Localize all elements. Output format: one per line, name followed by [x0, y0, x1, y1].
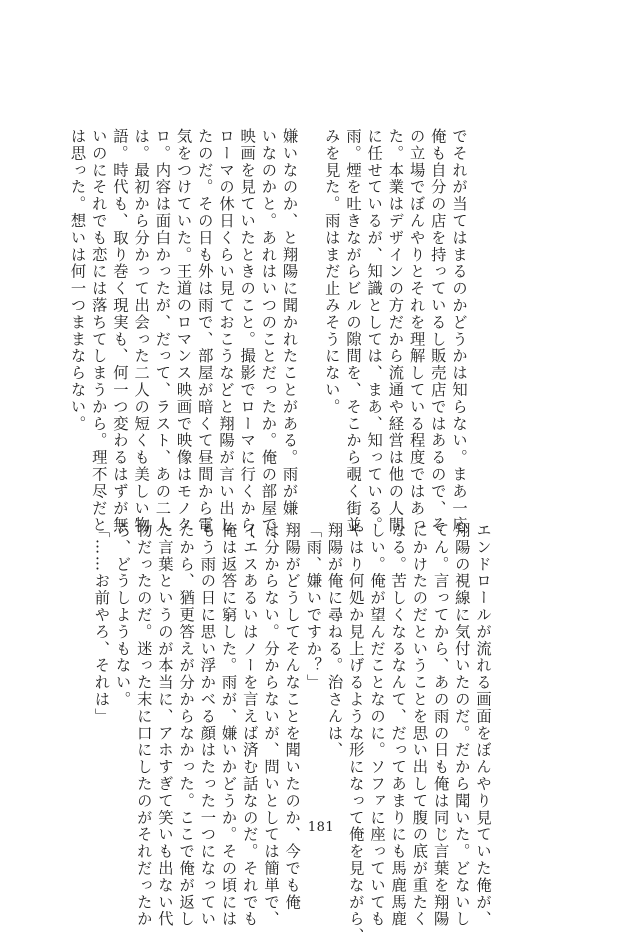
text-line: ローマの休日くらい見ておこうなどと翔陽が言い出し: [216, 128, 235, 534]
text-line: みを見た。雨はまだ止みそうにない。: [322, 128, 341, 416]
paragraph: [302, 522, 323, 902]
text-line: イエスあるいはノーを言えば済む話なのだ。それでも: [240, 522, 259, 928]
text-line: たのだ。その日も外は雨で、部屋が暗くて昼間から電: [195, 128, 214, 534]
paragraph: [323, 522, 493, 945]
paragraph: [90, 522, 111, 902]
text-line: たから、猶更答えが分からなかった。ここで俺が返し: [177, 522, 196, 928]
text-line: た。本業はデザインの方だから流通や経営は他の人間: [386, 128, 405, 534]
text-line: 嫌いなのか、と翔陽に聞かれたことがある。雨が嫌: [280, 128, 299, 517]
text-line: の立場でぼんやりとそれを理解している程度ではあっ: [407, 128, 426, 534]
text-line: エンドロールが流れる画面をぼんやり見ていた俺が、: [474, 522, 492, 928]
upper-text-block: [68, 128, 469, 551]
text-line: に任せているが、知識としては、まあ、知っている。: [365, 128, 384, 534]
text-line: てん。言ってから、あの雨の日も俺は同じ言葉を翔陽: [431, 522, 450, 928]
paragraph: [111, 522, 302, 928]
paragraph: [321, 128, 469, 534]
text-line: ら、どうしようもない。: [113, 522, 132, 708]
lower-text-block: [92, 522, 493, 945]
text-line: 翔陽が俺に尋ねる。治さんは、: [325, 522, 344, 759]
text-line: は分からない。分からないが、問いとしては簡単で、: [261, 522, 280, 928]
paragraph: [66, 128, 299, 551]
text-line: 翔陽の視線に気付いたのだ。だから聞いた。どないし: [452, 522, 471, 928]
text-line: 俺は返答に窮した。雨が、嫌いかどうか。その頃には: [219, 522, 238, 928]
text-line: にかけたのだということを思い出して腹の底が重たく: [410, 522, 429, 928]
text-line: もう雨の日に思い浮かべる顔はたった一つになってい: [198, 522, 217, 928]
text-line: やはり何処か見上げるような形になって俺を見ながら、: [346, 522, 365, 945]
text-line: 「雨、嫌いですか？」: [304, 522, 323, 691]
text-line: 「……お前やろ、それは」: [92, 522, 111, 725]
text-line: は。最初から分かって出会った二人の短くも美しい物: [132, 128, 151, 534]
text-line: 俺も自分の店を持っているし販売店ではあるので、そ: [428, 128, 447, 534]
text-line: いのにそれでも恋には落ちてしまうから。理不尽だと: [89, 128, 108, 534]
text-line: ロ。内容は面白かったが、だって、ラスト、あの二人: [153, 128, 172, 534]
text-line: 翔陽がどうしてそんなことを聞いたのか、今でも俺: [283, 522, 302, 911]
text-line: た言葉というのが本当に、アホすぎて笑いも出ない代: [155, 522, 174, 928]
text-line: 映画を見ていたときのこと。撮影でローマに行くから、: [238, 128, 257, 551]
page-number: 181: [307, 820, 335, 835]
text-line: 雨。煙を吐きながらビルの隙間を、そこから覗く街並: [343, 128, 362, 534]
text-line: 語。時代も、取り巻く現実も、何一つ変わるはずが無: [110, 128, 129, 534]
text-line: いなのかと。あれはいつのことだったか。俺の部屋で、: [259, 128, 278, 551]
text-line: は思った。想いは何一つままならない。: [68, 128, 87, 433]
text-line: 気をつけていた。王道のロマンス映画で映像はモノク: [174, 128, 193, 534]
text-line: 物だったのだ。迷った末に口にしたのがそれだったか: [134, 522, 153, 928]
text-line: しい。俺が望んだことなのに。ソファに座っていても: [367, 522, 386, 928]
text-line: なる。苦しくなるなんて、だってあまりにも馬鹿馬鹿: [389, 522, 408, 928]
paragraph-gap: [300, 128, 321, 480]
text-line: でそれが当てはまるのかどうかは知らない。まあ一応: [450, 128, 468, 534]
